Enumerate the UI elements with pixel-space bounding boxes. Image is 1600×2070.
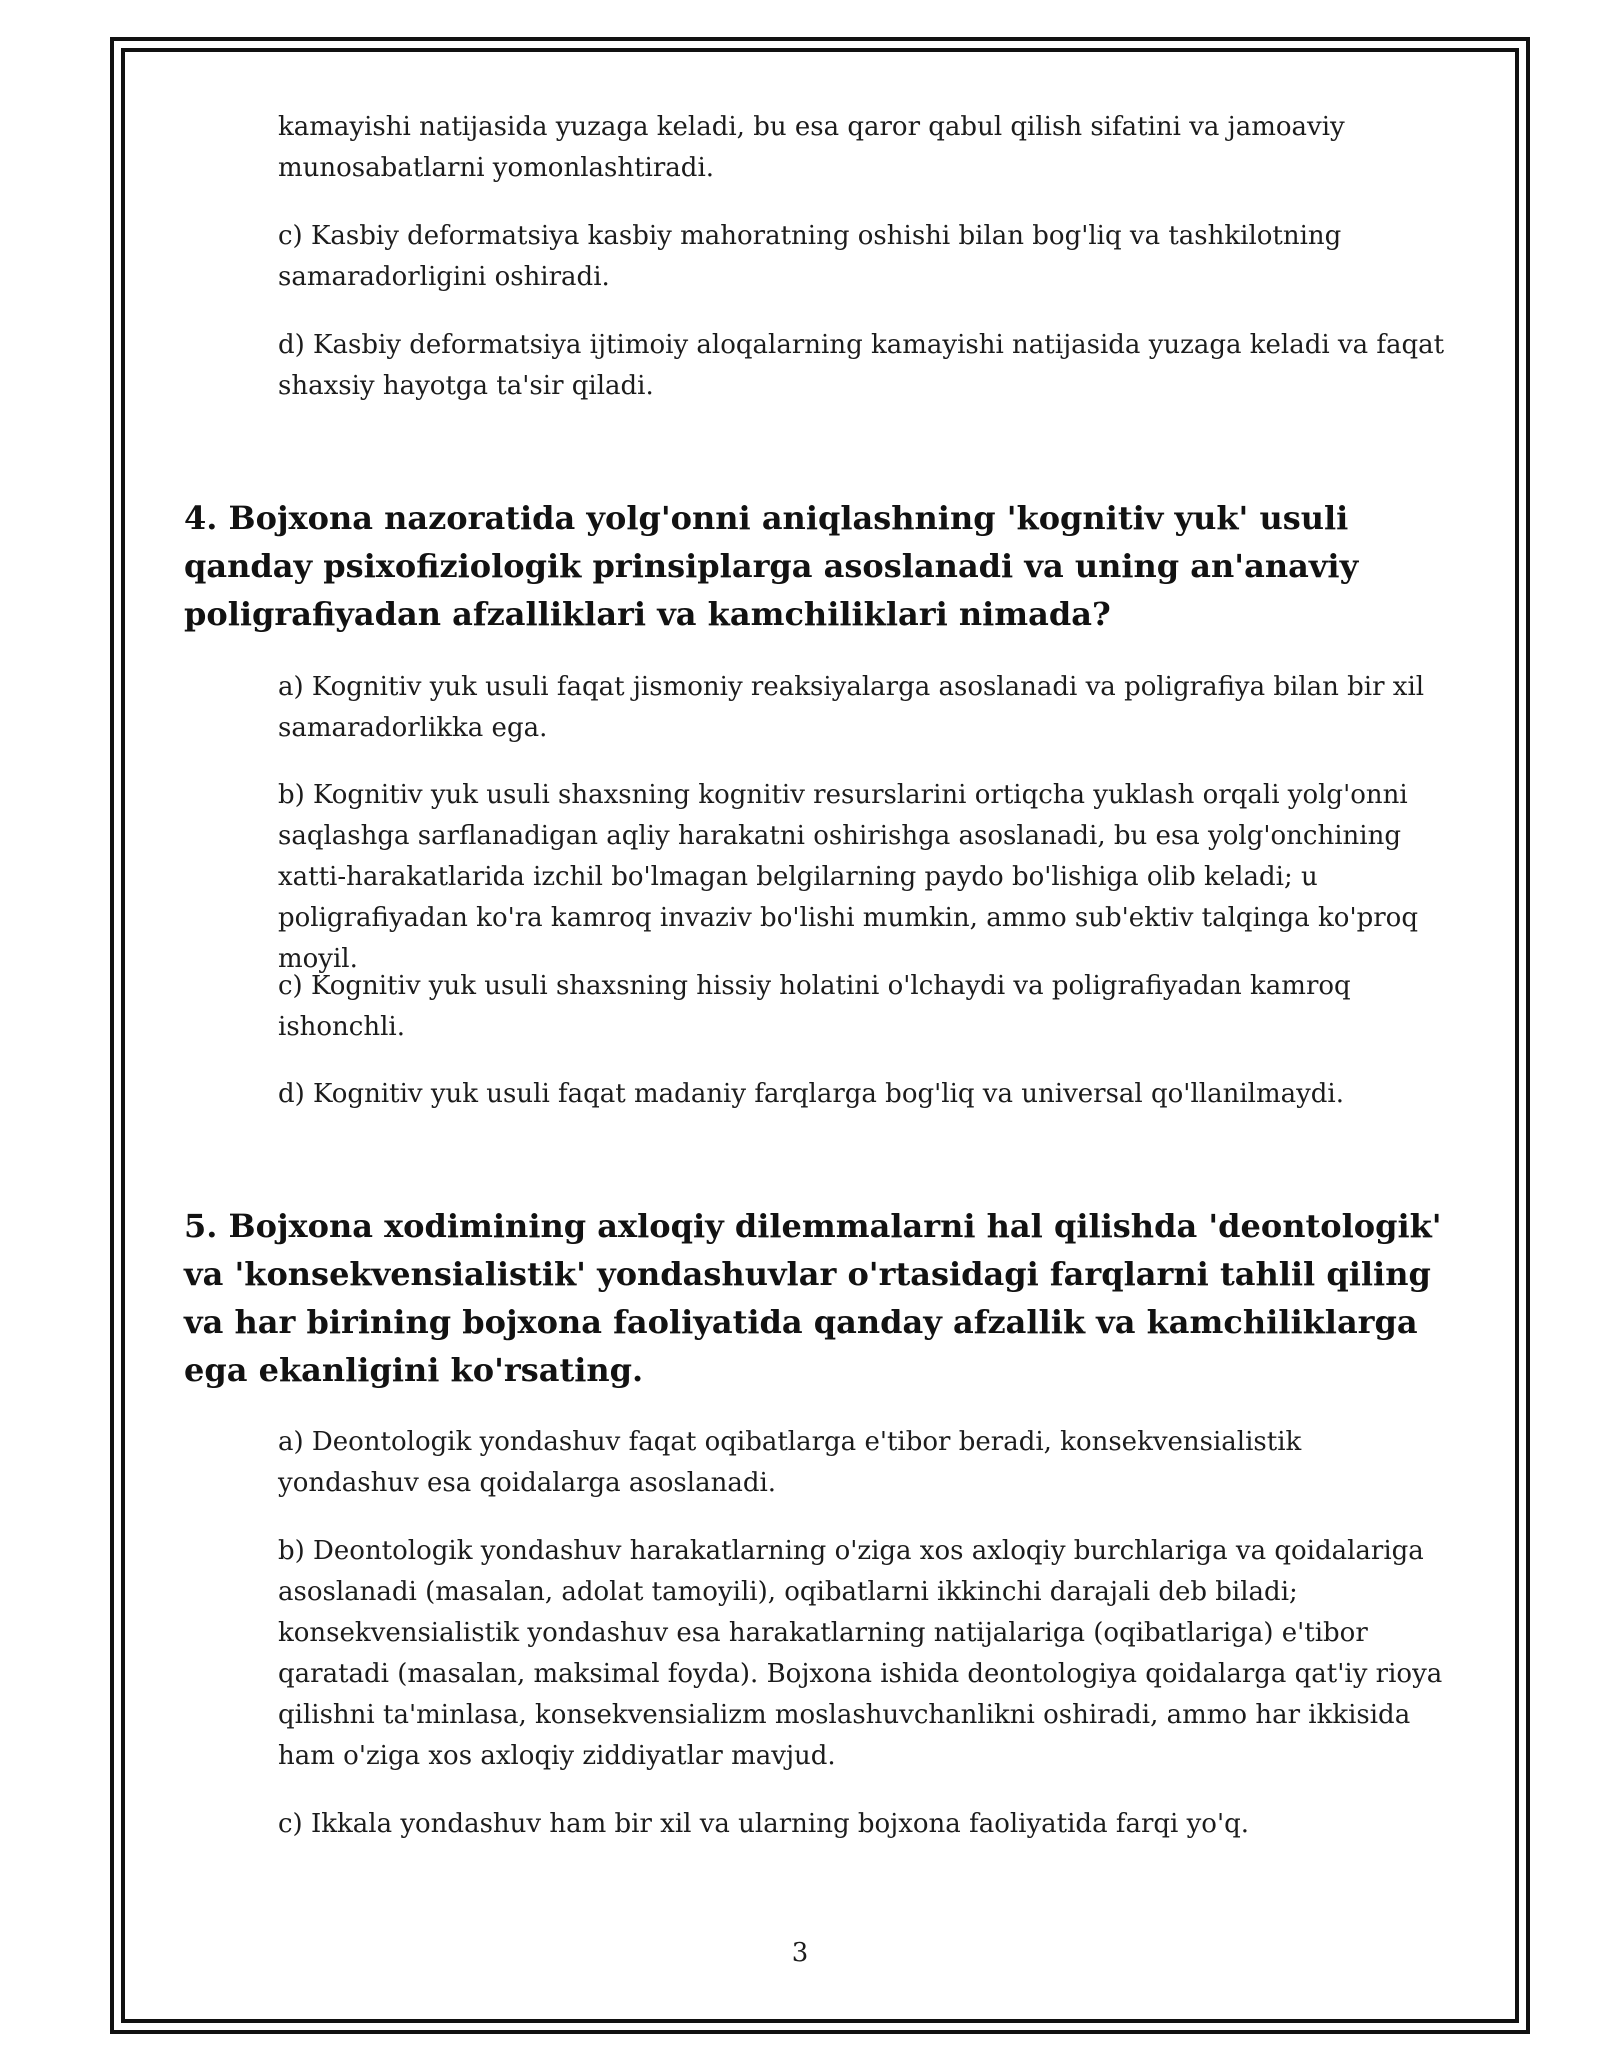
question-4-option-b: b) Kognitiv yuk usuli shaxsning kognitiv resurslarini ortiqcha yuklash orqali yolg'onni saqlashga sarflanadigan aqliy harakatni oshirishga asoslanadi, bu esa yolg'onchining xatti-harakatlarida izchil bo'lmagan belgilarning paydo bo'lishiga olib keladi; u poligrafiyadan ko'ra kamroq invaziv bo'lishi mumkin, ammo sub'ektiv talqinga ko'proq moyil. (278, 780, 1418, 974)
question-4-heading: 4. Bojxona nazoratida yolg'onni aniqlashning 'kognitiv yuk' usuli qanday psixofiziologik prinsiplarga asoslanadi va uning an'anaviy poligrafiyadan afzalliklari va kamchiliklari nimada? (184, 499, 1359, 633)
page-number: 3 (791, 1938, 809, 1968)
question-4-option-d: d) Kognitiv yuk usuli faqat madaniy farqlarga bog'liq va universal qo'llanilmaydi. (278, 1079, 1345, 1109)
question-5-option-a: a) Deontologik yondashuv faqat oqibatlarga e'tibor beradi, konsekvensialistik yondashuv esa qoidalarga asoslanadi. (278, 1427, 1302, 1498)
option-c-prev-question: c) Kasbiy deformatsiya kasbiy mahoratning oshishi bilan bog'liq va tashkilotning samaradorligini oshiradi. (278, 221, 1342, 292)
question-5-option-c: c) Ikkala yondashuv ham bir xil va ularning bojxona faoliyatida farqi yo'q. (278, 1809, 1250, 1839)
question-5-option-b: b) Deontologik yondashuv harakatlarning o'ziga xos axloqiy burchlariga va qoidalariga asoslanadi (masalan, adolat tamoyili), oqibatlarni ikkinchi darajali deb biladi; konsekvensialistik yondashuv esa harakatlarning natijalariga (oqibatlariga) e'tibor qaratadi (masalan, maksimal foyda). Bojxona ishida deontologiya qoidalarga qat'iy rioya qilishni ta'minlasa, konsekvensializm moslashuvchanlikni oshiradi, ammo har ikkisida ham o'ziga xos axloqiy ziddiyatlar mavjud. (278, 1536, 1443, 1771)
question-5-heading: 5. Bojxona xodimining axloqiy dilemmalarni hal qilishda 'deontologik' va 'konsekvensialistik' yondashuvlar o'rtasidagi farqlarni tahlil qiling va har birining bojxona faoliyatida qanday afzallik va kamchiliklarga ega ekanligini ko'rsating. (184, 1207, 1442, 1389)
option-text-continuation: kamayishi natijasida yuzaga keladi, bu esa qaror qabul qilish sifatini va jamoaviy munosabatlarni yomonlashtiradi. (278, 112, 1345, 183)
option-d-prev-question: d) Kasbiy deformatsiya ijtimoiy aloqalarning kamayishi natijasida yuzaga keladi va faqat shaxsiy hayotga ta'sir qiladi. (278, 330, 1445, 401)
question-4-option-a: a) Kognitiv yuk usuli faqat jismoniy reaksiyalarga asoslanadi va poligrafiya bilan bir xil samaradorlikka ega. (278, 672, 1425, 743)
question-4-option-c: c) Kognitiv yuk usuli shaxsning hissiy holatini o'lchaydi va poligrafiyadan kamroq ishonchli. (278, 971, 1351, 1042)
